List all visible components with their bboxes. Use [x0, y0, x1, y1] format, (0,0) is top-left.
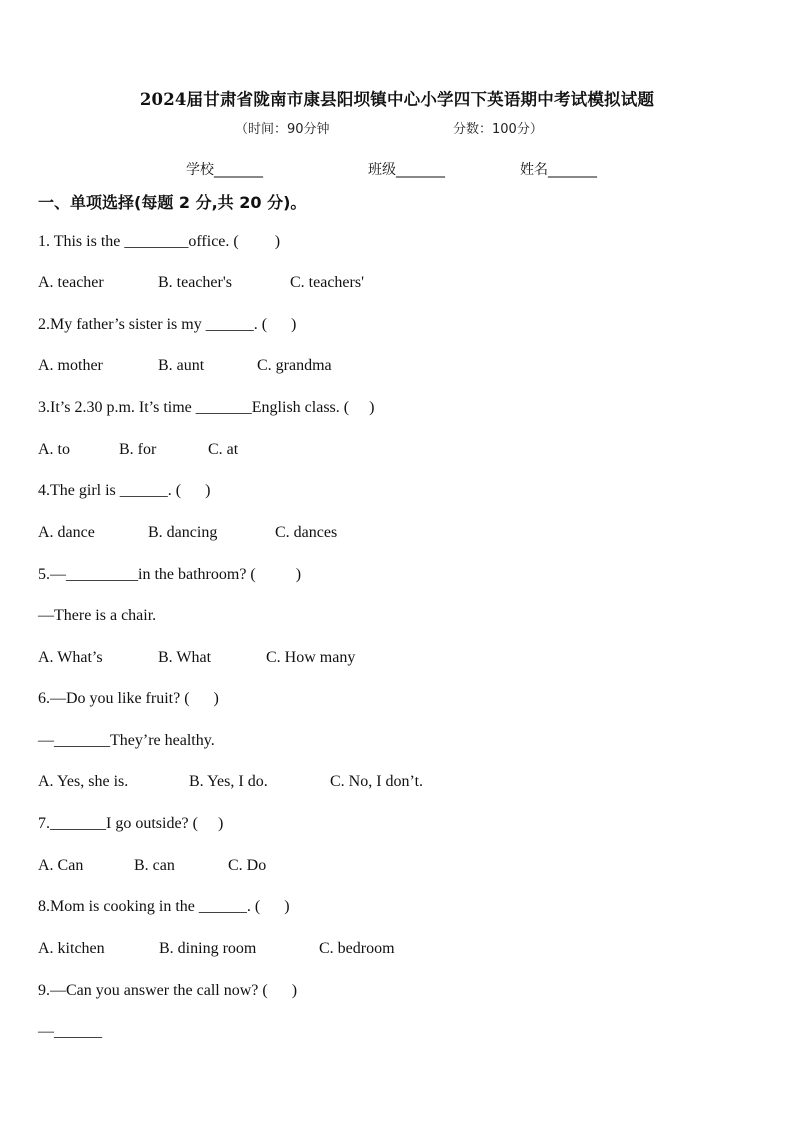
question-7-option-a: A. Can [38, 857, 84, 874]
question-5-option-c: C. How many [266, 649, 356, 666]
question-2-option-a: A. mother [38, 357, 103, 374]
question-6-reply: —_______They’re healthy. [38, 732, 215, 749]
question-4-option-a: A. dance [38, 524, 95, 541]
page-title: 2024届甘肃省陇南市康县阳坝镇中心小学四下英语期中考试模拟试题 [139, 90, 655, 109]
question-3-option-b: B. for [119, 441, 157, 458]
question-1-stem: 1. This is the ________office. ( ) [38, 233, 281, 250]
exam-score: 分数：100分） [453, 122, 543, 137]
school-field: 学校_______ [186, 162, 263, 178]
question-9-stem: 9.—Can you answer the call now? ( ) [38, 982, 298, 999]
question-1-option-b: B. teacher's [158, 274, 232, 291]
question-7-option-b: B. can [134, 857, 175, 874]
question-5-stem: 5.—_________in the bathroom? ( ) [38, 566, 302, 583]
name-field: 姓名_______ [520, 162, 597, 178]
question-2-option-c: C. grandma [257, 357, 332, 374]
question-1-option-c: C. teachers' [290, 274, 364, 291]
question-5-option-b: B. What [158, 649, 212, 666]
question-6-option-c: C. No, I don’t. [330, 773, 424, 790]
question-5-reply: —There is a chair. [38, 607, 157, 624]
question-7-stem: 7._______I go outside? ( ) [38, 815, 224, 832]
question-2-option-b: B. aunt [158, 357, 205, 374]
question-9-reply: —______ [38, 1023, 102, 1040]
question-6-stem: 6.—Do you like fruit? ( ) [38, 690, 219, 707]
question-4-stem: 4.The girl is ______. ( ) [38, 482, 211, 499]
class-field: 班级_______ [368, 162, 445, 178]
question-6-option-b: B. Yes, I do. [189, 773, 268, 790]
question-8-option-a: A. kitchen [38, 940, 105, 957]
question-5-option-a: A. What’s [38, 649, 103, 666]
question-3-stem: 3.It’s 2.30 p.m. It’s time _______English class. ( ) [38, 399, 375, 416]
question-3-option-c: C. at [208, 441, 239, 458]
question-3-option-a: A. to [38, 441, 70, 458]
question-6-option-a: A. Yes, she is. [38, 773, 129, 790]
question-8-stem: 8.Mom is cooking in the ______. ( ) [38, 898, 290, 915]
exam-time: （时间：90分钟 [235, 122, 330, 137]
question-1-option-a: A. teacher [38, 274, 104, 291]
question-7-option-c: C. Do [228, 857, 267, 874]
question-4-option-b: B. dancing [148, 524, 218, 541]
section-heading: 一、单项选择(每题 2 分,共 20 分)。 [38, 193, 307, 212]
question-2-stem: 2.My father’s sister is my ______. ( ) [38, 316, 297, 333]
question-8-option-c: C. bedroom [319, 940, 395, 957]
question-8-option-b: B. dining room [159, 940, 257, 957]
question-4-option-c: C. dances [275, 524, 338, 541]
